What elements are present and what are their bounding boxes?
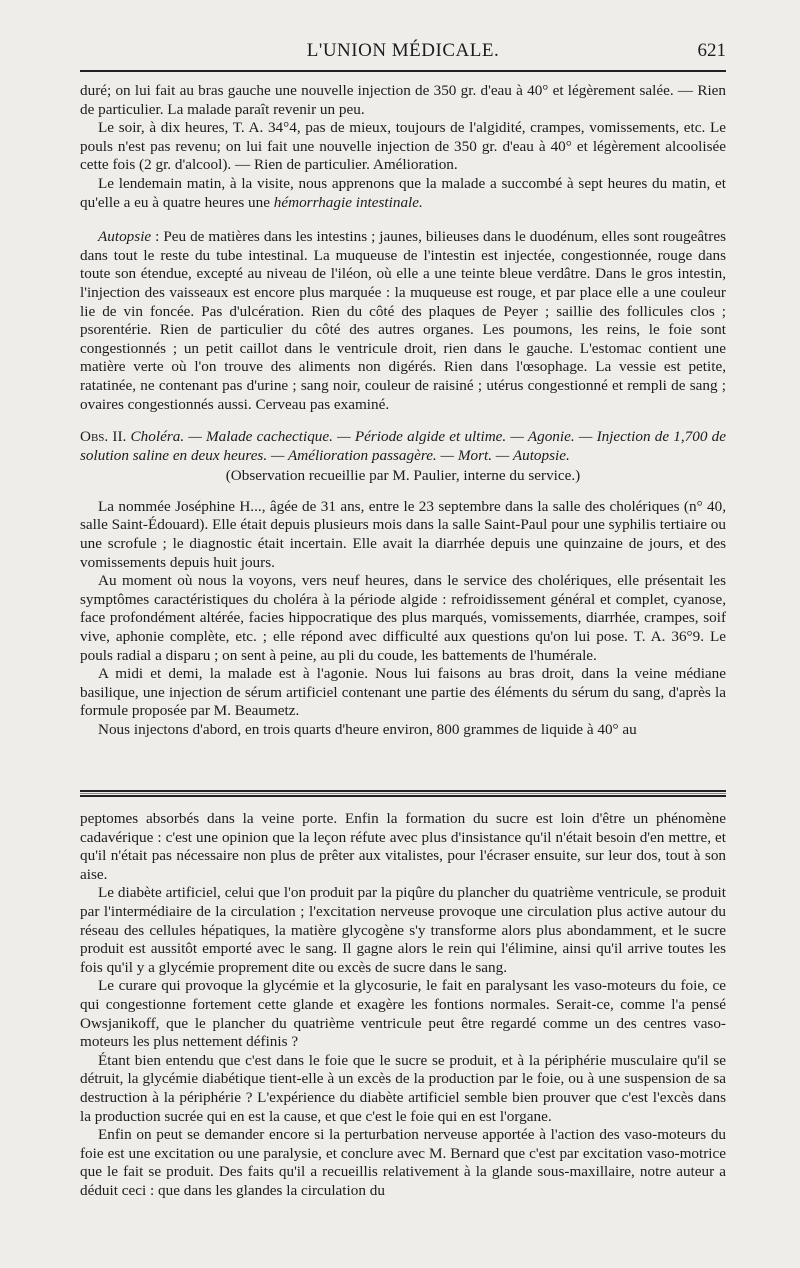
paragraph: Le soir, à dix heures, T. A. 34°4, pas de mieux, toujours de l'algidité, crampes, vomissements, etc. Le pouls n'est pas revenu; on lui fait une nouvelle injection de 350 gr. d'eau à 40° et légèrement alcoolisée cette fois (2 gr. d'alcool). — Rien de particulier. Amélioration.: [80, 119, 726, 174]
paragraph: Le curare qui provoque la glycémie et la glycosurie, le fait en paralysant les vaso-moteurs du foie, ce qui congestionne fortement cette glande et exagère les fontions normales. Serait-ce, comme l'a pensé Owsjanikoff, que le plancher du quatrième ventricule peut être regardé comme un des centres vaso-moteurs les plus nettement définis ?: [80, 977, 726, 1051]
page-header: [80, 30, 726, 70]
paragraph: Le diabète artificiel, celui que l'on produit par la piqûre du plancher du quatrième ventricule, se produit par l'intermédiaire de la circulation ; l'excitation nerveuse provoque une circulation plus active autour du réseau des cellules hépatiques, la matière glycogène s'y transforme alors plus abondamment, et le sucre produit est aussitôt emporté avec le sang. Il gagne alors le rein qui l'élimine, ainsi qu'il arrive toutes les fois qu'il y a glycémie proprement dite ou excès de sucre dans le sang.: [80, 884, 726, 976]
page-number: 621: [697, 40, 726, 61]
paragraph: duré; on lui fait au bras gauche une nouvelle injection de 350 gr. d'eau à 40° et légèrement salée. — Rien de particulier. La malade paraît revenir un peu.: [80, 82, 726, 118]
paragraph-text: Le lendemain matin, à la visite, nous apprenons que la malade a succombé à sept heures du matin, et qu'elle a eu à quatre heures une: [80, 174, 726, 211]
upper-article: [80, 82, 726, 740]
paragraph: Nous injectons d'abord, en trois quarts d'heure environ, 800 grammes de liquide à 40° au: [98, 721, 637, 738]
autopsy-lead: Autopsie: [98, 228, 152, 246]
lower-article: [80, 810, 726, 1200]
observation-credit: (Observation recueillie par M. Paulier, interne du service.): [225, 467, 581, 485]
paragraph: Au moment où nous la voyons, vers neuf heures, dans le service des cholériques, elle présentait les symptômes caractéristiques du choléra à la période algide : refroidissement général et complet, cyanose, face profondément altérée, facies hippocratique des plus marqués, vomissements, diarrhée, crampes, soif vive, aphonie complète, etc. ; elle répond avec difficulté aux questions qu'on lui pose. T. A. 36°9. Le pouls radial a disparu ; on sent à peine, au pli du coude, les battements de l'humérale.: [80, 572, 726, 664]
paragraph: Enfin on peut se demander encore si la perturbation nerveuse apportée à l'action des vaso-moteurs du foie est une excitation ou une paralysie, et conclure avec M. Bernard que c'est par excitation vaso-motrice que le fait se produit. Des faits qu'il a recueillis relativement à la glande sous-maxillaire, notre auteur a déduit ceci : que dans les glandes la circulation du: [80, 1126, 726, 1199]
journal-title: L'UNION MÉDICALE.: [306, 40, 500, 61]
paragraph: La nommée Joséphine H..., âgée de 31 ans, entre le 23 septembre dans la salle des cholériques (n° 40, salle Saint-Édouard). Elle était depuis plusieurs mois dans la salle Saint-Paul pour une syphilis tertiaire ou une scrofule ; le diagnostic était incertain. Elle avait la diarrhée depuis une quinzaine de jours, et des vomissements depuis huit jours.: [80, 497, 726, 571]
paragraph: [80, 175, 726, 212]
observation-title: Choléra. — Malade cachectique. — Période algide et ultime. — Agonie. — Injection de 1,700 de solution saline en deux heures. — Amélioration passagère. — Mort. — Autopsie.: [80, 428, 726, 464]
paragraph: Étant bien entendu que c'est dans le foie que le sucre se produit, et à la périphérie musculaire qu'il se détruit, la glycémie diabétique tient-elle à un excès de la production par le foie, ou à une suspension de sa destruction à la périphérie ? L'expérience du diabète artificiel semble bien prouver que c'est l'excès dans la production sucrée qui en est la cause, et que c'est le foie qui en est l'organe.: [80, 1051, 726, 1125]
emphasis-text: hémorrhagie intestinale.: [273, 193, 423, 211]
paragraph: A midi et demi, la malade est à l'agonie. Nous lui faisons au bras droit, dans la veine médiane basilique, une injection de sérum artificiel contenant une partie des éléments du sérum du sang, d'après la formule proposée par M. Beaumetz.: [80, 665, 726, 720]
paragraph: peptomes absorbés dans la veine porte. Enfin la formation du sucre est loin d'être un phénomène cadavérique : c'est une opinion que la leçon réfute avec plus d'insistance qu'il n'était besoin d'en mettre, et qu'il n'était pas nécessaire non plus de prêter aux vitalistes, pour l'écraser ensuite, sur leur dos, tout à son aise.: [80, 810, 726, 883]
section-separator: [80, 790, 726, 797]
autopsy-paragraph: [80, 228, 726, 414]
observation-label: Obs. II.: [80, 428, 127, 446]
header-rule: [80, 70, 726, 72]
paragraph-text: : Peu de matières dans les intestins ; jaunes, bilieuses dans le duodénum, elles sont rougeâtres dans tout le reste du tube intestinal. La muqueuse de l'intestin est injectée, congestionnée, rouge dans toute son étendue, excepté au niveau de l'iléon, où elle a une teinte bleue verdâtre. Dans le gros intestin, l'injection des vaisseaux est encore plus marquée : la muqueuse est rouge, et par place elle a une couleur lie de vin foncée. Pas d'ulcération. Rien du côté des plaques de Peyer ; saillie des follicules clos ; psorentérie. Rien de particulier du côté des autres organes. Les poumons, les reins, le foie sont congestionnés ; un petit caillot dans le ventricule droit, rien dans le gauche. L'estomac contient une matière verte où l'on trouve des aliments non digérés. Rien dans l'œsophage. La vessie est petite, ratatinée, ne contenant pas d'urine ; sang noir, couleur de raisiné ; utérus congestionné et rempli de sang ; ovaires congestionnés aussi. Cerveau pas examiné.: [80, 228, 726, 413]
observation-heading: [80, 428, 726, 465]
